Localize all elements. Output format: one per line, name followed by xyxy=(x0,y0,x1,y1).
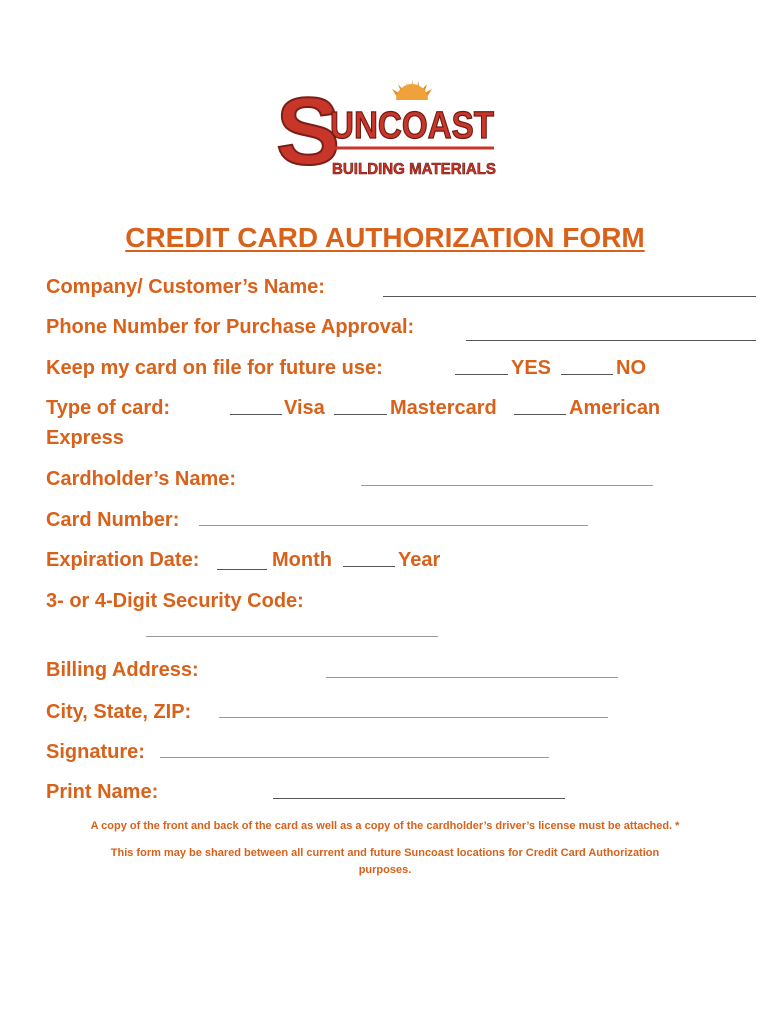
expiration-label: Expiration Date: xyxy=(46,549,200,571)
amex-field[interactable] xyxy=(514,414,566,415)
company-label: Company/ Customer’s Name: xyxy=(46,276,325,298)
company-field[interactable] xyxy=(383,296,756,297)
mastercard-option: Mastercard xyxy=(390,397,497,419)
keep-yes-field[interactable] xyxy=(455,374,508,375)
billing-address-label: Billing Address: xyxy=(46,659,199,681)
sharing-note-continued: purposes. xyxy=(358,864,412,876)
security-code-label: 3- or 4-Digit Security Code: xyxy=(46,590,304,612)
sharing-note: This form may be shared between all current and future Suncoast locations for Credit Card Authorization xyxy=(110,847,660,859)
form-title: CREDIT CARD AUTHORIZATION FORM xyxy=(125,222,645,253)
logo-wordmark: UNCOAST xyxy=(330,105,494,147)
cardholder-field[interactable] xyxy=(361,485,653,486)
exp-month-field[interactable] xyxy=(217,569,267,570)
visa-option: Visa xyxy=(284,397,325,419)
logo-letter-s: S xyxy=(276,78,341,182)
signature-field[interactable] xyxy=(160,757,549,758)
billing-address-field[interactable] xyxy=(326,677,618,678)
sun-icon xyxy=(396,84,428,100)
suncoast-logo xyxy=(272,78,502,182)
mastercard-field[interactable] xyxy=(334,414,387,415)
phone-label: Phone Number for Purchase Approval: xyxy=(46,316,415,338)
keep-no-option: NO xyxy=(616,357,646,379)
city-state-zip-label: City, State, ZIP: xyxy=(46,701,192,723)
card-type-label: Type of card: xyxy=(46,397,171,419)
keep-on-file-label: Keep my card on file for future use: xyxy=(46,357,383,379)
security-code-field[interactable] xyxy=(146,636,438,637)
visa-field[interactable] xyxy=(230,414,282,415)
logo-tagline: BUILDING MATERIALS xyxy=(332,161,497,178)
signature-label: Signature: xyxy=(46,741,145,763)
exp-month-label: Month xyxy=(272,549,332,571)
print-name-field[interactable] xyxy=(273,798,565,799)
card-number-label: Card Number: xyxy=(46,509,180,531)
exp-year-field[interactable] xyxy=(343,566,395,567)
exp-year-label: Year xyxy=(398,549,441,571)
amex-option: American xyxy=(569,397,661,419)
keep-yes-option: YES xyxy=(511,357,552,379)
phone-field[interactable] xyxy=(466,340,756,341)
attachment-note: A copy of the front and back of the card as well as a copy of the cardholder’s driver’s license must be attached. * xyxy=(90,820,680,832)
city-state-zip-field[interactable] xyxy=(219,717,608,718)
card-number-field[interactable] xyxy=(199,525,588,526)
keep-no-field[interactable] xyxy=(561,374,613,375)
amex-option-continued: Express xyxy=(46,427,124,449)
print-name-label: Print Name: xyxy=(46,781,159,803)
cardholder-label: Cardholder’s Name: xyxy=(46,468,237,490)
